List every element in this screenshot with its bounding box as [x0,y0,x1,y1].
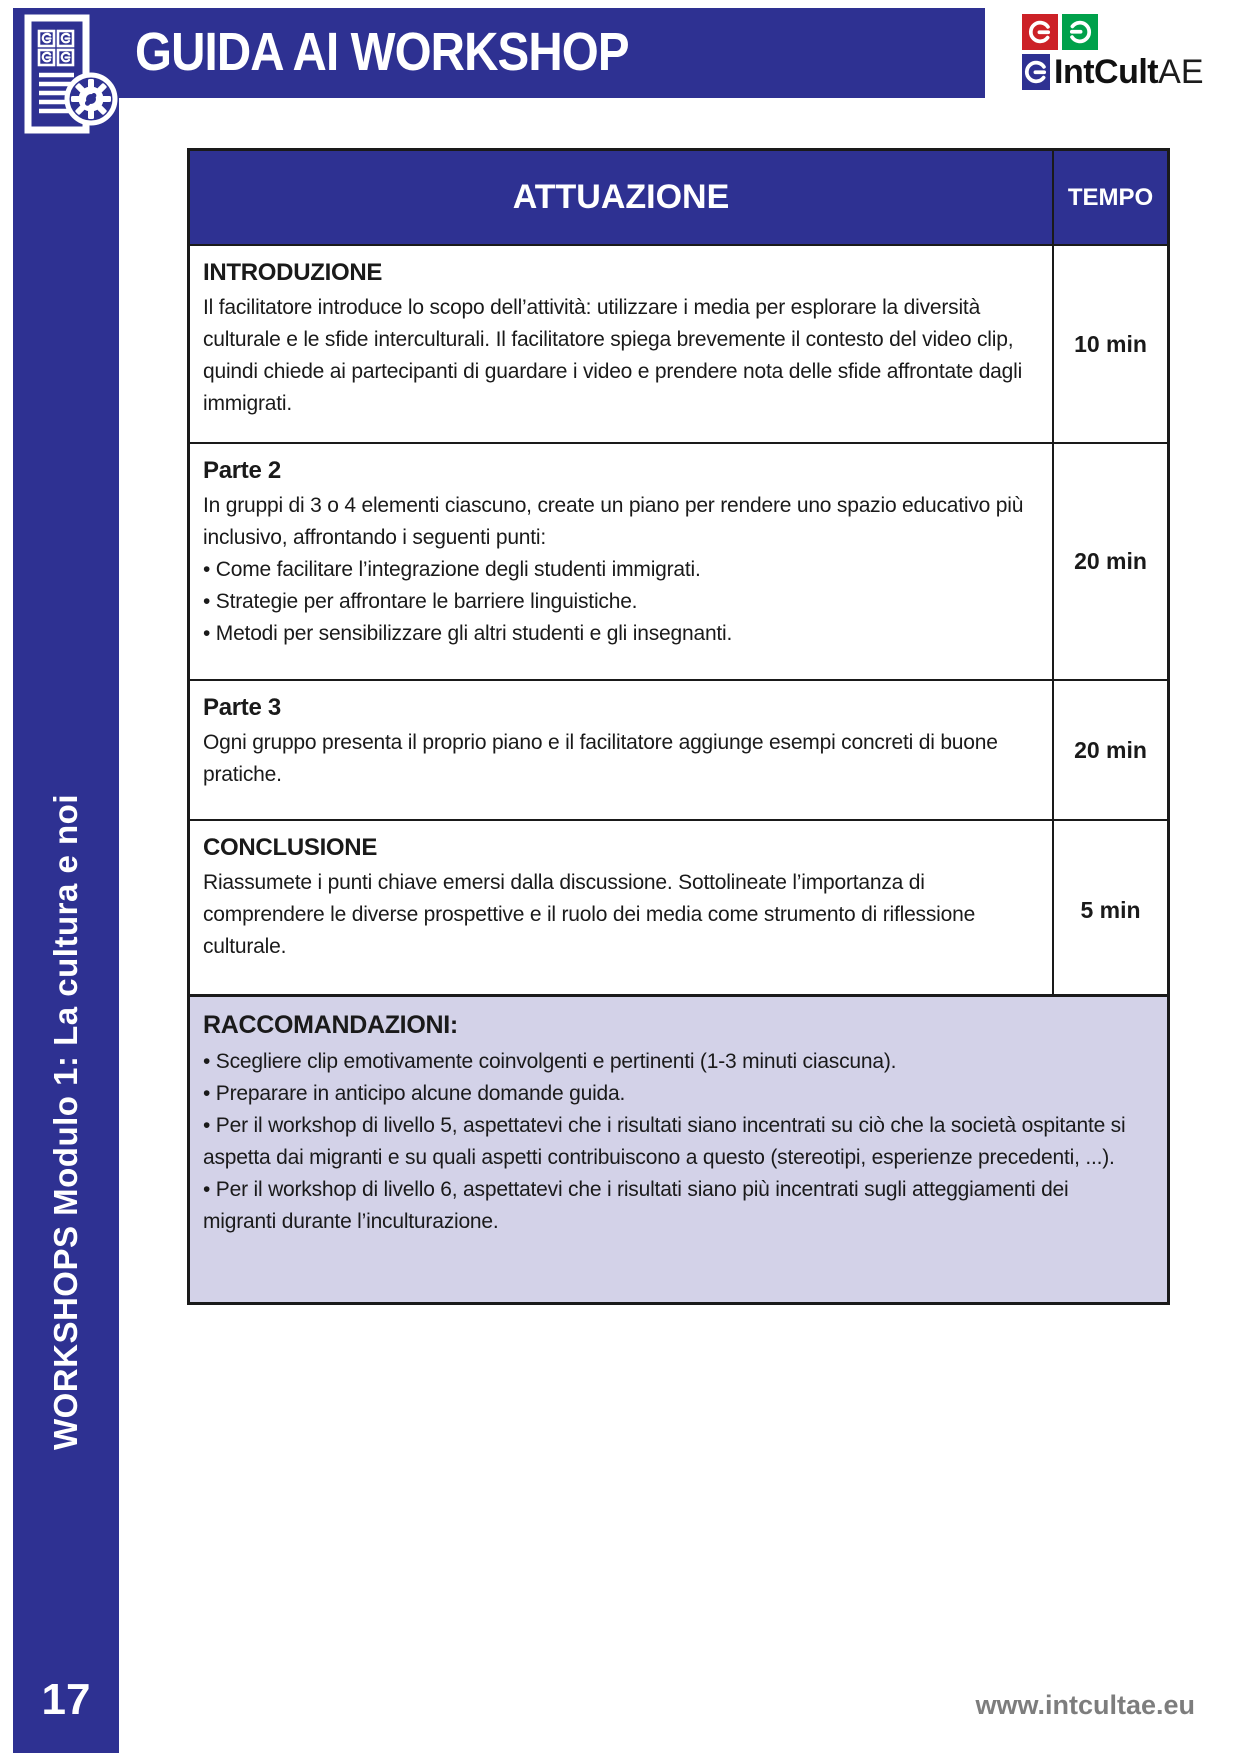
table-row-parte-2 [190,444,1054,681]
recommendation-bullet: • Preparare in anticipo alcune domande guida. [203,1082,626,1105]
column-header-attuazione: ATTUAZIONE [190,151,1054,246]
intcultae-logo [1022,14,1202,90]
time-cell-parte-3: 20 min [1054,681,1167,821]
sidebar-module-label: WORKSHOPS Modulo 1: La cultura e noi [47,793,84,1450]
row-bullet: • Metodi per sensibilizzare gli altri studenti e gli insegnanti. [203,622,733,645]
sidebar [13,8,119,1753]
logo-text-row [1022,54,1202,90]
row-heading: CONCLUSIONE [203,834,378,861]
logo-wordmark-light: AE [1158,52,1204,91]
row-heading: INTRODUZIONE [203,259,383,286]
logo-green-face-icon [1062,14,1098,50]
table-row-parte-3 [190,681,1054,821]
column-header-tempo: TEMPO [1054,151,1167,246]
row-bullet: • Come facilitare l’integrazione degli studenti immigrati. [203,558,701,581]
table-row-conclusione [190,821,1054,1000]
row-body: Riassumete i punti chiave emersi dalla discussione. Sottolineate l’importanza di comprendere le diverse prospettive e il ruolo dei media come strumento di riflessione culturale. [203,871,976,958]
logo-wordmark [1054,54,1204,90]
recommendation-bullet: • Scegliere clip emotivamente coinvolgenti e pertinenti (1-3 minuti ciascuna). [203,1050,897,1073]
row-heading: Parte 2 [203,457,281,484]
time-cell-introduzione: 10 min [1054,246,1167,444]
recommendation-bullet: • Per il workshop di livello 6, aspettatevi che i risultati siano più incentrati sugli atteggiamenti dei migranti durante l’inculturazione. [203,1178,1069,1233]
logo-red-face-icon [1022,14,1058,50]
page-title: GUIDA AI WORKSHOP [135,22,629,82]
website-link[interactable]: www.intcultae.eu [975,1690,1195,1720]
workshop-document-gear-icon [18,12,118,138]
row-body: Ogni gruppo presenta il proprio piano e il facilitatore aggiunge esempi concreti di buone pratiche. [203,731,998,786]
recommendations-panel [187,994,1170,1305]
row-bullet: • Strategie per affrontare le barriere linguistiche. [203,590,638,613]
time-cell-parte-2: 20 min [1054,444,1167,681]
logo-squares-row [1022,14,1202,50]
table-row-introduzione [190,246,1054,444]
sidebar-label-wrap [13,794,119,1450]
logo-wordmark-bold: IntCult [1054,52,1159,91]
row-heading: Parte 3 [203,694,281,721]
document-gear-icon [18,12,118,138]
time-cell-conclusione: 5 min [1080,897,1141,923]
row-body: Il facilitatore introduce lo scopo dell’attività: utilizzare i media per esplorare la diversità culturale e le sfide interculturali. Il facilitatore spiega brevemente il contesto del video clip, quindi chiede ai partecipanti di guardare i video e prendere nota delle sfide affrontate dagli immigrati. [203,296,1023,415]
row-body: In gruppi di 3 o 4 elementi ciascuno, create un piano per rendere uno spazio educativo più inclusivo, affrontando i seguenti punti: [203,494,1024,549]
recommendations-heading: RACCOMANDAZIONI: [203,1011,458,1039]
logo-blue-face-icon [1022,54,1050,90]
page-number: 17 [41,1675,91,1724]
recommendation-bullet: • Per il workshop di livello 5, aspettatevi che i risultati siano incentrati su ciò che la società ospitante si aspetta dai migranti e su quali aspetti contribuiscono a questo (stereotipi, esperienze precedenti, ...). [203,1114,1126,1169]
activity-table [187,148,1170,1003]
